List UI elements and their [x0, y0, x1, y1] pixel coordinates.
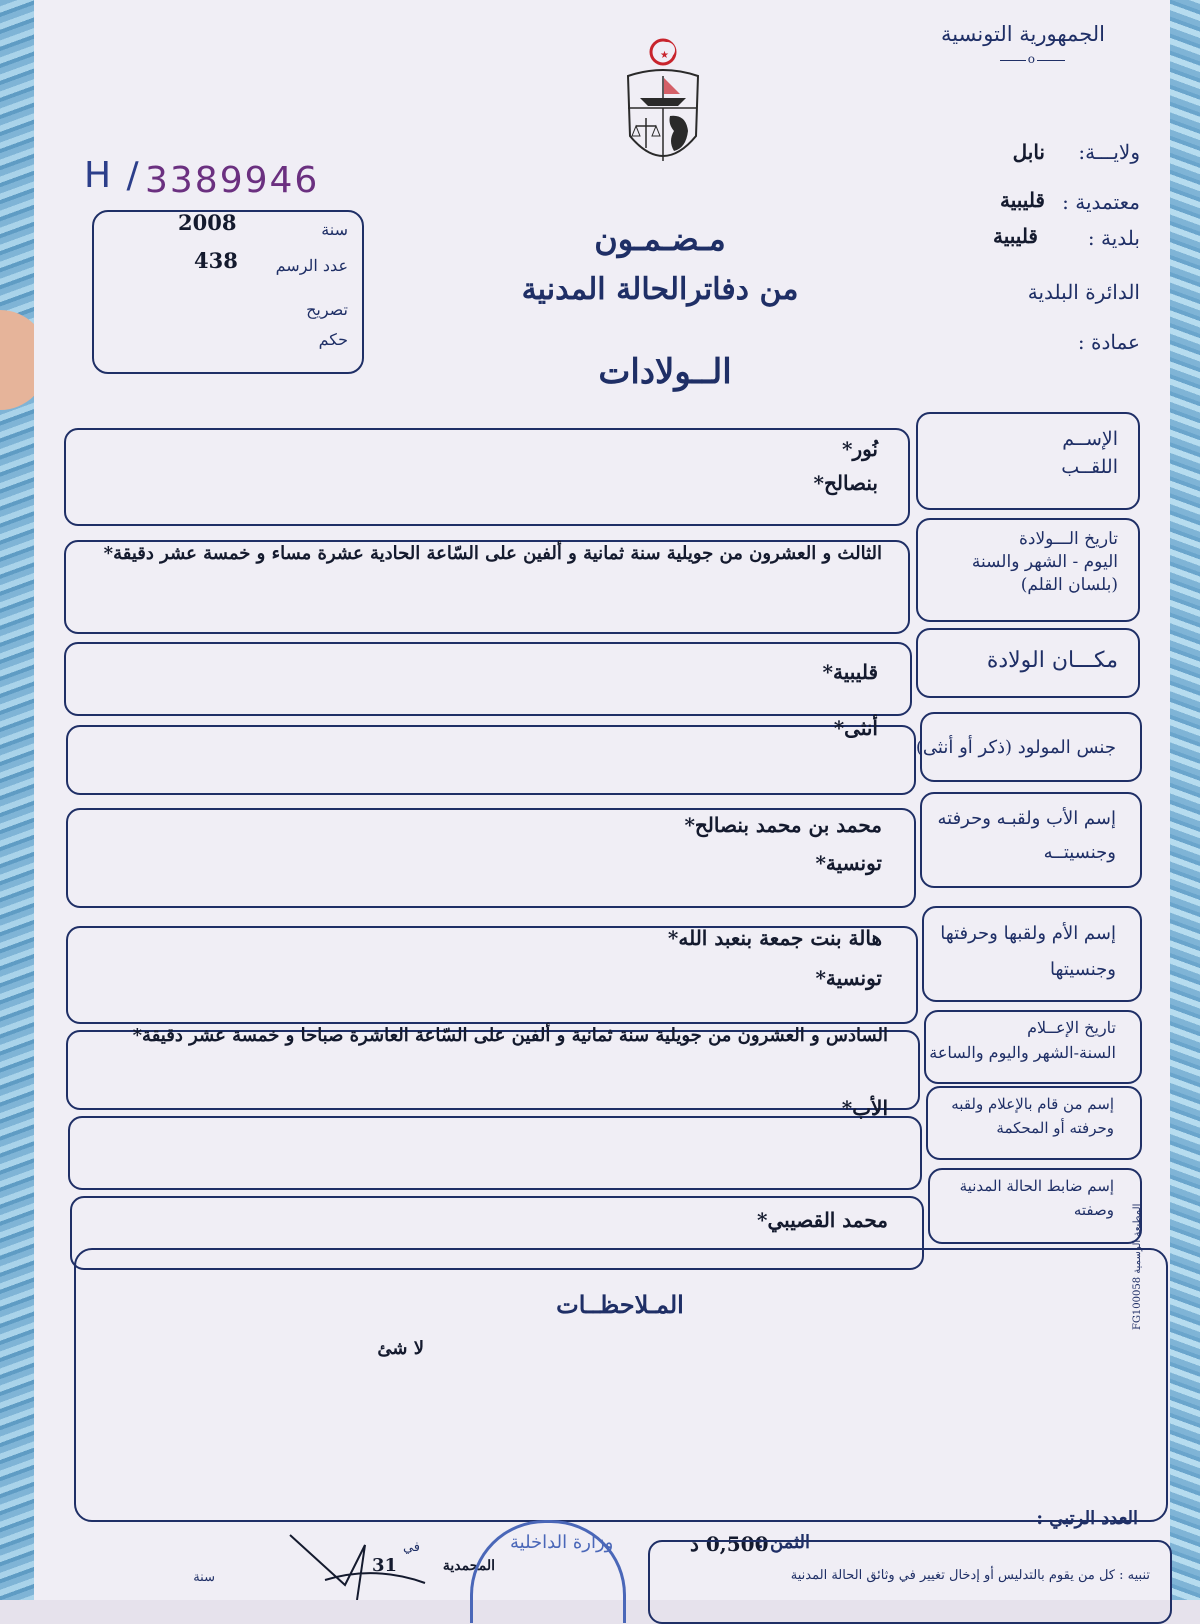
republic-header: الجمهورية التونسية: [941, 22, 1105, 46]
field-value: نُور* بنصالح*: [813, 437, 878, 495]
field-label: إسم الأم ولقبها وحرفتها وجنسيتها: [940, 923, 1116, 980]
price-label: الثمن :: [757, 1532, 810, 1553]
declaration-label: تصريح: [306, 300, 348, 319]
record-number-value: 438: [194, 248, 238, 273]
delegation-label: معتمدية :: [1062, 190, 1140, 214]
field-value: محمد القصيبي*: [757, 1208, 888, 1232]
municipality-value: قليبية: [992, 224, 1038, 248]
price-value: 0,500 د: [690, 1532, 769, 1556]
field-label: إسم ضابط الحالة المدنية وصفته: [959, 1177, 1114, 1219]
in-label: في: [402, 1540, 420, 1555]
sex-value-box: [66, 725, 916, 795]
governorate-value: نابل: [1012, 140, 1045, 164]
year-label: سنة: [321, 220, 348, 239]
serial-number: 3389946: [145, 160, 320, 201]
municipal-district-label: الدائرة البلدية: [1027, 280, 1140, 304]
footer-year-label: سنة: [193, 1570, 215, 1585]
issue-place: المحمدية: [442, 1558, 495, 1574]
section-title-births: الــولادات: [598, 352, 732, 392]
printer-code: المطبعة الرسمية FG100058: [1132, 1203, 1143, 1330]
notes-title: المـلاحظــات: [556, 1290, 684, 1319]
field-value: الأب*: [841, 1096, 888, 1120]
declarant-value-box: [68, 1116, 922, 1190]
stamp-text: وزارة الداخلية: [510, 1532, 614, 1553]
field-value: السادس و العشرون من جويلية سنة ثمانية و ألفين على السّاعة العاشرة صباحا و خمسة عشر دقيقة*: [132, 1025, 888, 1046]
decorative-right-border: [1170, 0, 1200, 1600]
svg-text:★: ★: [660, 50, 669, 61]
field-label: الإســم اللقــب: [1061, 428, 1118, 478]
birthplace-value-box: [64, 642, 912, 716]
field-label: إسم من قام بالإعلام ولقبه وحرفته أو المحكمة: [951, 1095, 1114, 1137]
record-number-label: عدد الرسم: [275, 256, 348, 275]
field-value: أنثى*: [833, 716, 878, 740]
warning-text: تنبيه : كل من يقوم بالتدليس أو إدخال تغيير في وثائق الحالة المدنية: [790, 1568, 1150, 1583]
serial-prefix: H /: [84, 155, 141, 196]
field-label: تاريخ الإعــلام السنة-الشهر واليوم والساعة: [929, 1018, 1116, 1062]
header-divider-mark: o: [1027, 52, 1035, 66]
tunisia-coat-of-arms-icon: [618, 36, 708, 181]
year-value: 2008: [178, 210, 237, 235]
governorate-label: ولايـــة:: [1078, 140, 1140, 164]
field-label: مكـــان الولادة: [986, 648, 1118, 673]
delegation-value: قليبية: [999, 188, 1045, 212]
field-value: هالة بنت جمعة بنعبد الله* تونسية*: [667, 926, 882, 990]
field-value: محمد بن محمد بنصالح* تونسية*: [684, 813, 882, 875]
field-label: إسم الأب ولقبـه وحرفته وجنسيتــه: [937, 808, 1116, 864]
signature-icon: [285, 1525, 435, 1600]
field-label: جنس المولود (ذكر أو أنثى): [915, 737, 1116, 758]
sector-label: عمادة :: [1077, 330, 1140, 354]
document-title: مـضـمـون: [594, 220, 726, 258]
judgment-label: حكم: [318, 330, 348, 349]
name-value-box: [64, 428, 910, 526]
municipality-label: بلدية :: [1087, 226, 1140, 250]
field-value: الثالث و العشرون من جويلية سنة ثمانية و ألفين على السّاعة الحادية عشرة مساء و خمسة عشر دقيقة*: [103, 543, 882, 564]
document-subtitle: من دفاترالحالة المدنية: [521, 272, 799, 307]
notes-value: لا شئ: [377, 1338, 424, 1359]
field-label: تاريخ الـــولادة اليوم - الشهر والسنة (بلسان القلم): [971, 529, 1118, 595]
field-value: قليبية*: [822, 660, 878, 684]
ordinal-number-label: العدد الرتبي :: [1036, 1508, 1138, 1529]
date-fragment: 31: [372, 1555, 398, 1576]
